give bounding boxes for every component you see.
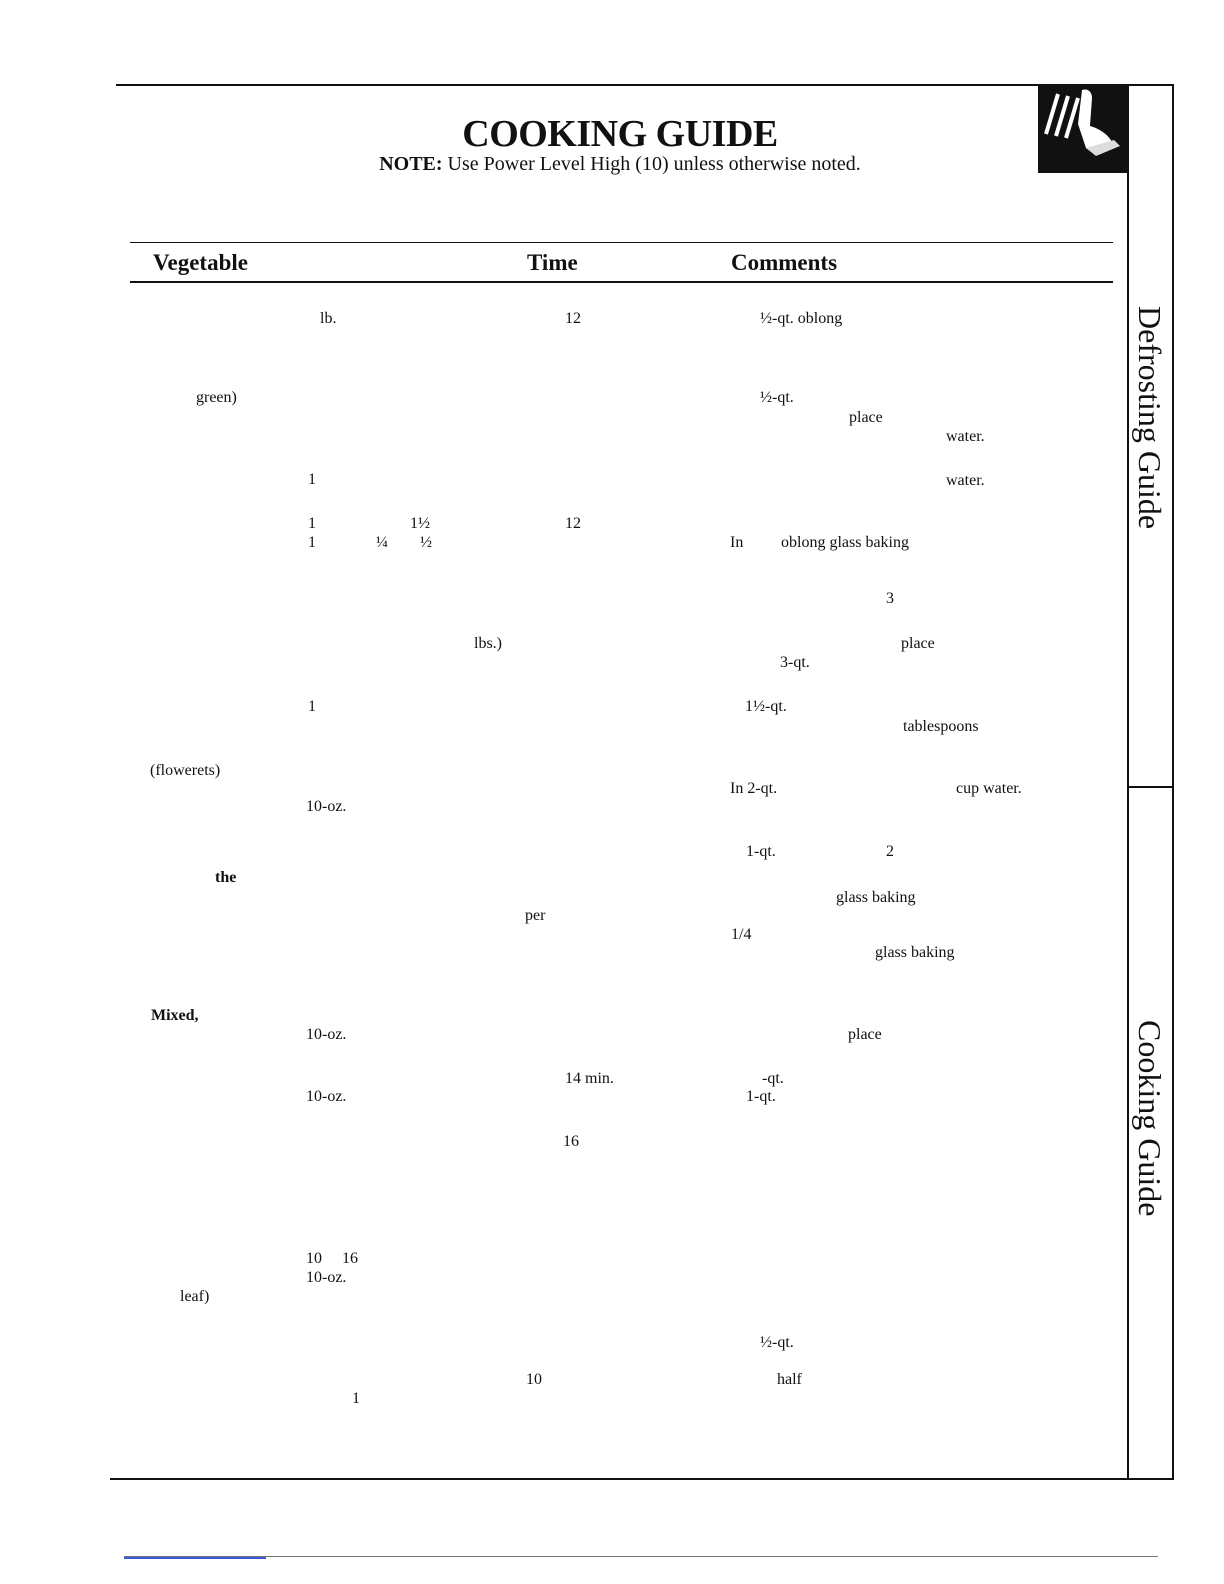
table-fragment: glass baking [836, 889, 916, 906]
table-fragment: ¼ [376, 534, 388, 551]
table-fragment: 1 [308, 471, 316, 488]
table-fragment: 10-oz. [306, 1269, 347, 1286]
top-rule [116, 84, 1174, 86]
table-header-top-rule [130, 242, 1113, 243]
table-fragment: 10-oz. [306, 1088, 347, 1105]
table-fragment: ½-qt. [760, 1334, 794, 1351]
tab-strip-divider [1127, 786, 1174, 788]
table-fragment: cup water. [956, 780, 1022, 797]
footer-link-underline [124, 1557, 266, 1559]
table-fragment: tablespoons [903, 718, 979, 735]
defrosting-guide-tab[interactable]: Defrosting Guide [1132, 306, 1168, 530]
table-fragment: 3-qt. [780, 654, 810, 671]
table-fragment: (flowerets) [150, 762, 221, 779]
table-fragment: 10 [306, 1250, 322, 1267]
table-fragment: In 2-qt. [730, 780, 778, 797]
table-fragment: 3 [886, 590, 894, 607]
note-text: Use Power Level High (10) unless otherwise noted. [447, 153, 861, 175]
table-fragment: 1½-qt. [745, 698, 787, 715]
column-header-vegetable: Vegetable [153, 250, 248, 275]
table-fragment: 10 [526, 1371, 542, 1388]
table-fragment: -qt. [762, 1070, 784, 1087]
table-fragment: glass baking [875, 944, 955, 961]
footer-rule [124, 1556, 1158, 1557]
table-fragment: lb. [320, 310, 337, 327]
table-fragment: ½-qt. oblong [760, 310, 843, 327]
tab-strip-left-border [1127, 84, 1129, 1480]
bottom-rule [110, 1478, 1174, 1480]
table-fragment: 1 [308, 534, 316, 551]
table-fragment: 1/4 [731, 926, 752, 943]
table-fragment: 1 [308, 698, 316, 715]
table-fragment: place [901, 635, 935, 652]
table-fragment: the [215, 869, 237, 886]
table-fragment: place [848, 1026, 882, 1043]
table-fragment: per [525, 907, 546, 924]
table-fragment: water. [946, 472, 985, 489]
table-header-bottom-rule [130, 281, 1113, 283]
table-fragment: half [777, 1371, 802, 1388]
column-header-time: Time [527, 250, 578, 275]
table-fragment: ½-qt. [760, 389, 794, 406]
table-fragment: 10-oz. [306, 798, 347, 815]
table-fragment: lbs.) [474, 635, 502, 652]
table-fragment: water. [946, 428, 985, 445]
table-fragment: leaf) [180, 1288, 210, 1305]
column-header-comments: Comments [731, 250, 838, 275]
table-fragment: Mixed, [151, 1007, 199, 1024]
table-fragment: 16 [563, 1133, 579, 1150]
table-fragment: 1 [352, 1390, 360, 1407]
table-fragment: green) [196, 389, 237, 406]
table-fragment: 1-qt. [746, 843, 776, 860]
tab-strip-right-border [1172, 84, 1174, 1480]
power-level-note [0, 153, 1224, 176]
table-fragment: 12 [565, 515, 581, 532]
table-fragment: In [730, 534, 744, 551]
table-fragment: 16 [342, 1250, 358, 1267]
table-fragment: place [849, 409, 883, 426]
page-title: COOKING GUIDE [462, 113, 778, 155]
table-fragment: oblong glass baking [781, 534, 909, 551]
table-fragment: ½ [420, 534, 432, 551]
cooking-guide-tab[interactable]: Cooking Guide [1132, 1020, 1168, 1217]
table-fragment: 1 [308, 515, 316, 532]
table-fragment: 1-qt. [746, 1088, 776, 1105]
note-label: NOTE: [379, 153, 443, 175]
table-fragment: 12 [565, 310, 581, 327]
table-fragment: 14 min. [565, 1070, 614, 1087]
table-fragment: 1½ [410, 515, 430, 532]
table-fragment: 2 [886, 843, 894, 860]
table-fragment: 10-oz. [306, 1026, 347, 1043]
